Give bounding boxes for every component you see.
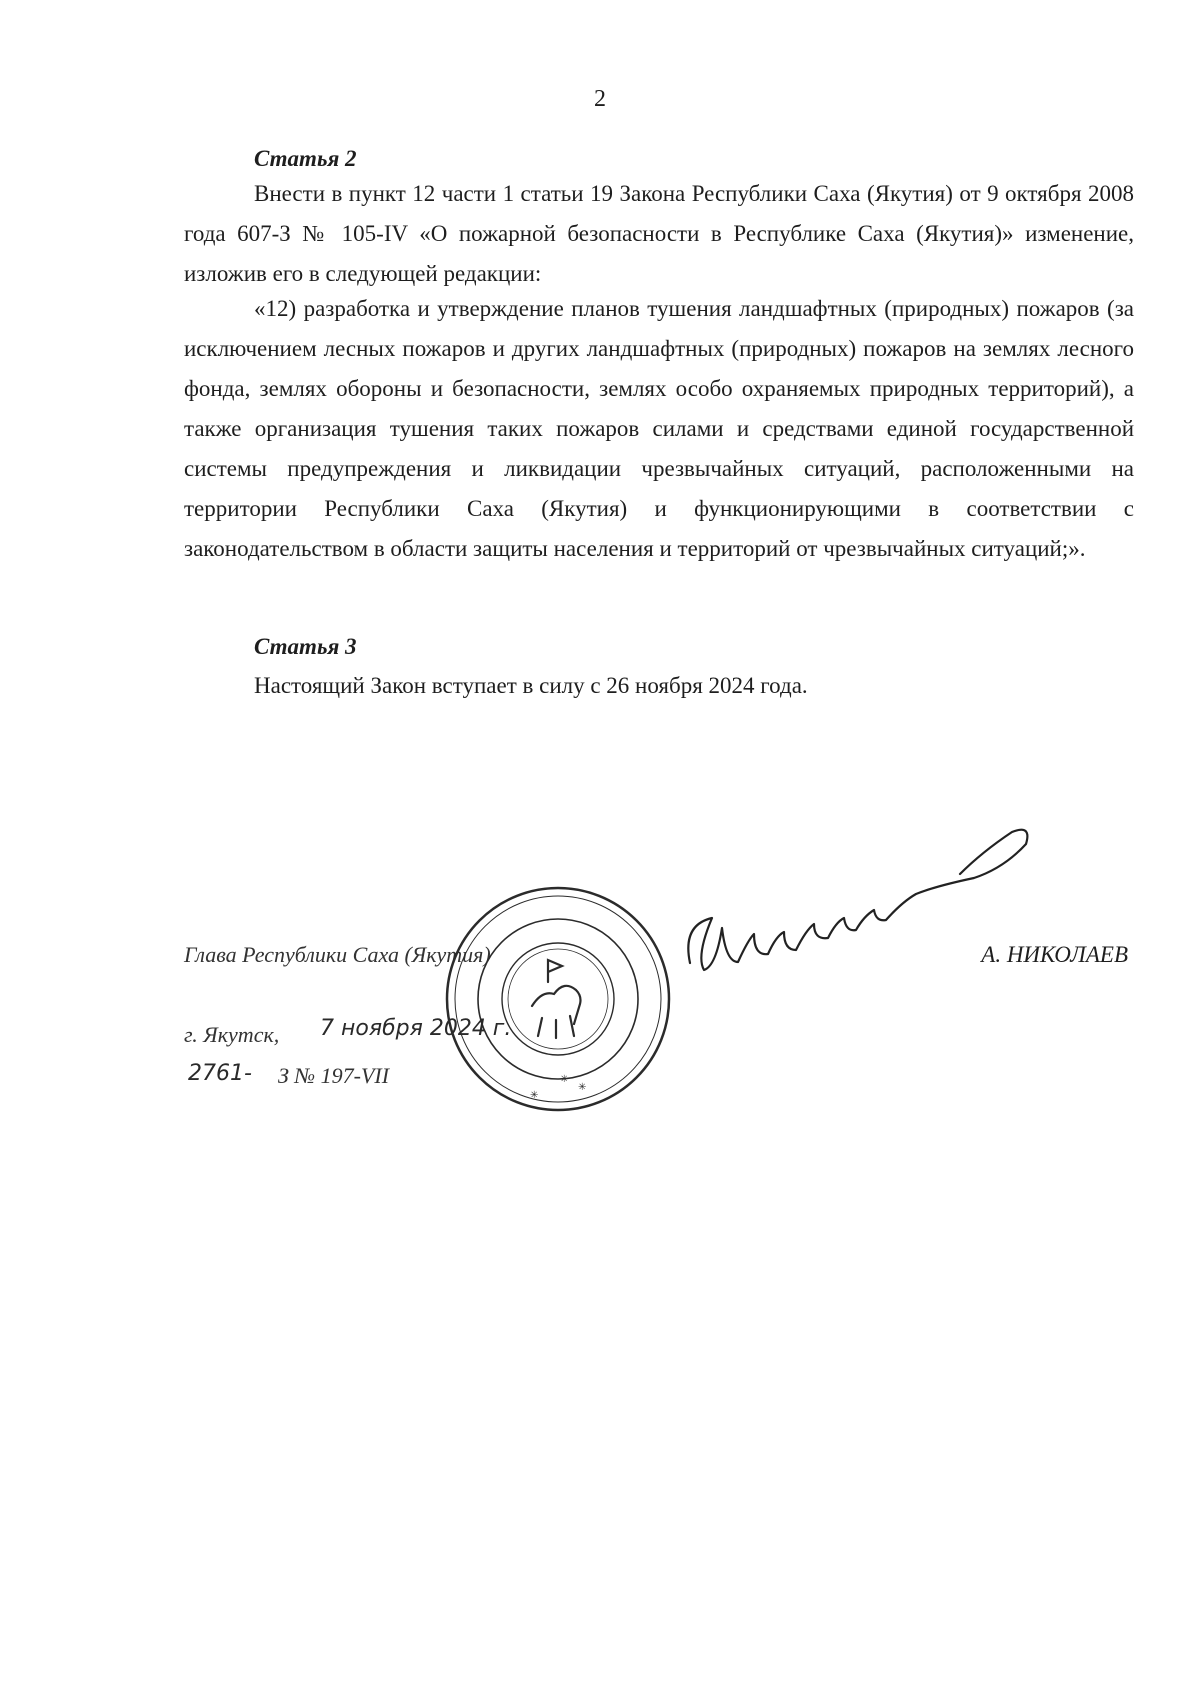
signatory-position: Глава Республики Саха (Якутия) — [184, 942, 491, 967]
signatory-name: А. НИКОЛАЕВ — [981, 942, 1128, 967]
article-2-heading: Статья 2 — [254, 146, 357, 171]
handwritten-signature — [688, 830, 1027, 970]
svg-text:✳: ✳ — [578, 1082, 587, 1093]
article-3-text: Настоящий Закон вступает в силу с 26 ноября 2024 года. — [254, 673, 808, 698]
article-2-intro: Внести в пункт 12 части 1 статьи 19 Закона Республики Саха (Якутия) от 9 октября 2008 года 607-З № 105-IV «О пожарной безопасности в Республике Саха (Якутия)» изменение, изложив его в следующей редакции: — [184, 181, 1134, 286]
svg-text:✳: ✳ — [530, 1090, 539, 1101]
article-3-heading: Статья 3 — [254, 634, 357, 659]
law-number: З № 197-VII — [278, 1063, 390, 1088]
page-number: 2 — [594, 86, 606, 112]
official-seal — [447, 888, 669, 1110]
handwritten-number: 2761- — [188, 1061, 252, 1086]
article-2-item: «12) разработка и утверждение планов тушения ландшафтных (природных) пожаров (за исключением лесных пожаров и других ландшафтных (природных) пожаров на землях лесного фонда, землях обороны и безопасности, землях особо охраняемых природных территорий), а также организация тушения таких пожаров силами и средствами единой государственной системы предупреждения и ликвидации чрезвычайных ситуаций, расположенными на территории Республики Саха (Якутия) и функционирующими в соответствии с законодательством в области защиты населения и территорий от чрезвычайных ситуаций;». — [184, 296, 1134, 561]
handwritten-date: 7 ноября 2024 г. — [320, 1016, 512, 1041]
svg-text:✳: ✳ — [560, 1074, 569, 1085]
place-label: г. Якутск, — [184, 1022, 280, 1047]
